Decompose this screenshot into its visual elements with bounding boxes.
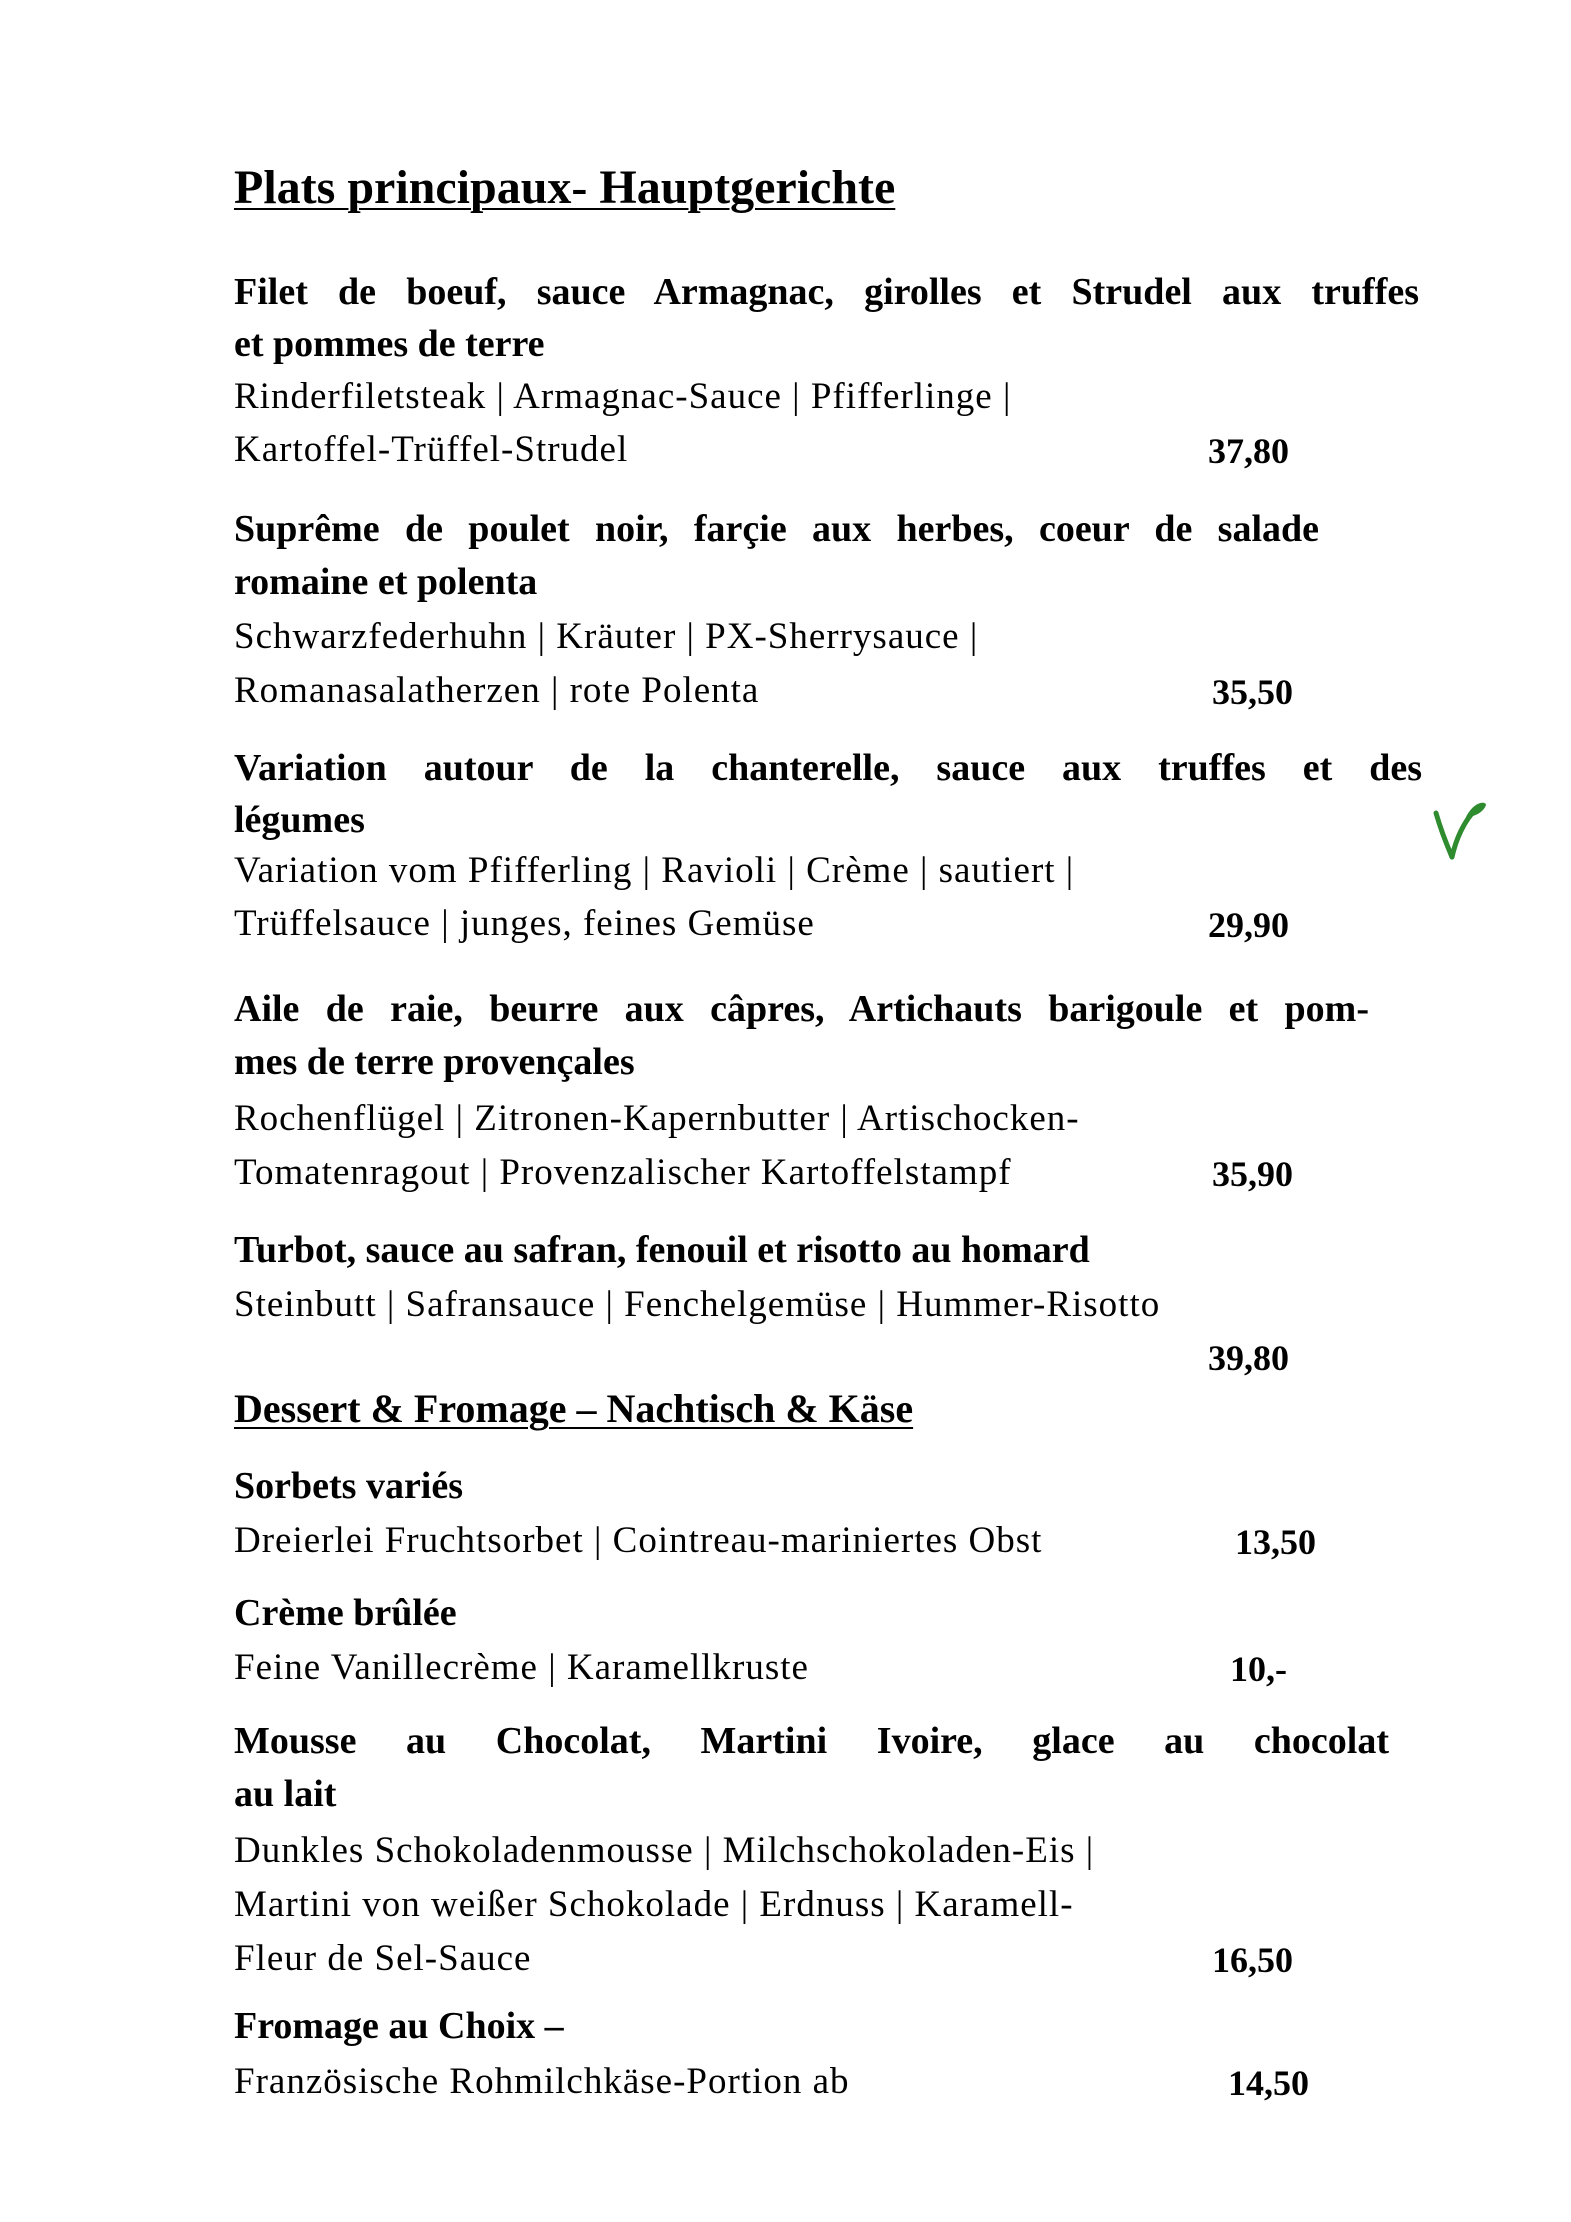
dish-price: 16,50 — [1212, 1940, 1293, 1980]
dish-title: légumes — [234, 799, 365, 841]
dish-price: 37,80 — [1208, 431, 1289, 471]
dish-price: 13,50 — [1235, 1522, 1316, 1562]
dish-title: et pommes de terre — [234, 323, 545, 365]
section-heading-main: Plats principaux- Hauptgerichte — [234, 161, 896, 214]
dish-price: 39,80 — [1208, 1338, 1289, 1378]
dish-description: Dreierlei Fruchtsorbet | Cointreau-mariniertes Obst — [234, 1520, 1043, 1561]
dish-title: Filet de boeuf, sauce Armagnac, girolles et Strudel aux truffes — [234, 271, 1419, 313]
dish-title: mes de terre provençales — [234, 1041, 635, 1083]
dish-description: Dunkles Schokoladenmousse | Milchschokoladen-Eis | — [234, 1830, 1095, 1871]
dish-title: Variation autour de la chanterelle, sauce aux truffes et des — [234, 747, 1422, 789]
dish-title: Mousse au Chocolat, Martini Ivoire, glace au chocolat — [234, 1720, 1389, 1762]
dish-title: Fromage au Choix – — [234, 2005, 564, 2047]
dish-title: Turbot, sauce au safran, fenouil et risotto au homard — [234, 1229, 1090, 1271]
section-heading-dessert: Dessert & Fromage – Nachtisch & Käse — [234, 1386, 914, 1431]
dish-description: Romanasalatherzen | rote Polenta — [234, 670, 760, 711]
dish-description: Französische Rohmilchkäse-Portion ab — [234, 2061, 850, 2102]
dish-description: Rinderfiletsteak | Armagnac-Sauce | Pfifferlinge | — [234, 376, 1012, 417]
dish-title: Sorbets variés — [234, 1465, 464, 1507]
dish-description: Rochenflügel | Zitronen-Kapernbutter | Artischocken- — [234, 1098, 1080, 1139]
dish-description: Kartoffel-Trüffel-Strudel — [234, 429, 629, 470]
dish-description: Steinbutt | Safransauce | Fenchelgemüse | Hummer-Risotto — [234, 1284, 1161, 1325]
dish-price: 35,50 — [1212, 672, 1293, 712]
dish-description: Variation vom Pfifferling | Ravioli | Crème | sautiert | — [234, 850, 1075, 891]
dish-description: Fleur de Sel-Sauce — [234, 1938, 532, 1979]
dish-title: romaine et polenta — [234, 561, 538, 603]
dish-description: Martini von weißer Schokolade | Erdnuss | Karamell- — [234, 1884, 1074, 1925]
dish-title: Crème brûlée — [234, 1592, 457, 1634]
dish-description: Tomatenragout | Provenzalischer Kartoffelstampf — [234, 1152, 1012, 1193]
dish-description: Feine Vanillecrème | Karamellkruste — [234, 1647, 809, 1688]
vegetarian-leaf-icon — [1430, 795, 1490, 863]
dish-price: 10,- — [1230, 1649, 1287, 1689]
dish-title: Suprême de poulet noir, farçie aux herbes, coeur de salade — [234, 508, 1319, 550]
dish-description: Schwarzfederhuhn | Kräuter | PX-Sherrysauce | — [234, 616, 979, 657]
dish-price: 29,90 — [1208, 905, 1289, 945]
dish-description: Trüffelsauce | junges, feines Gemüse — [234, 903, 815, 944]
dish-title: au lait — [234, 1773, 337, 1815]
dish-price: 14,50 — [1228, 2063, 1309, 2103]
dish-title: Aile de raie, beurre aux câpres, Artichauts barigoule et pom- — [234, 988, 1369, 1030]
dish-price: 35,90 — [1212, 1154, 1293, 1194]
